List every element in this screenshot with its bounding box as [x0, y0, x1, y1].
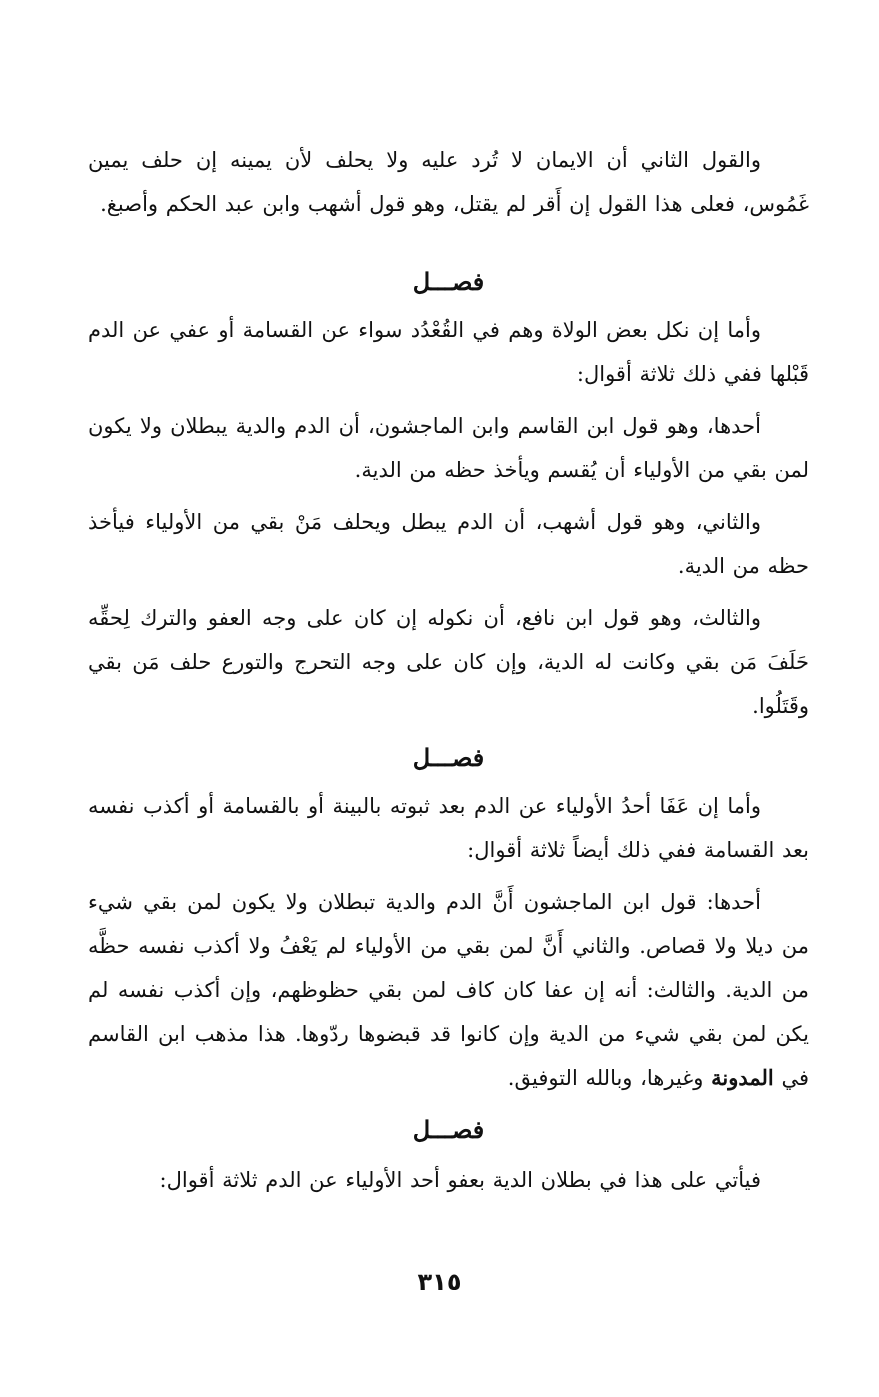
section-heading-2: فصـــل	[412, 743, 485, 772]
page-body	[88, 138, 809, 1210]
section-heading-3: فصـــل	[412, 1115, 485, 1144]
paragraph-three-opinions-text: أحدها: قول ابن الماجشون أَنَّ الدم والدية تبطلان ولا يكون لمن بقي شيء من ديلا ولا قصاص. والثاني أَنَّ لمن بقي من الأولياء لم يَعْفُ ولا أكذب نفسه حظَّه من الدية. والثالث: أنه إن عفا كان كاف لمن بقي حظوظهم، وإن أكذب نفسه لم يكن لمن بقي شيء من الدية وإن كانوا قد قبضوها ردّوها. هذا مذهب ابن القاسم في	[88, 890, 809, 1090]
paragraph-three-opinions	[88, 880, 809, 1100]
paragraph-refusal-intro: وأما إن نكل بعض الولاة وهم في القُعْدُد سواء عن القسامة أو عفي عن الدم قَبْلها ففي ذلك ثلاثة أقوال:	[88, 318, 809, 386]
paragraph-pardon-intro: وأما إن عَفَا أحدُ الأولياء عن الدم بعد ثبوته بالبينة أو بالقسامة أو أكذب نفسه بعد القسامة ففي ذلك أيضاً ثلاثة أقوال:	[88, 794, 809, 862]
paragraph-three-opinions-ending: وغيرها، وبالله التوفيق.	[507, 1066, 704, 1090]
paragraph-second-opinion-ashhab: والثاني، وهو قول أشهب، أن الدم يبطل ويحلف مَنْ بقي من الأولياء فيأخذ حظه من الدية.	[88, 510, 809, 578]
section-heading-1: فصـــل	[412, 267, 485, 296]
paragraph-second-opinion: والقول الثاني أن الايمان لا تُرد عليه ولا يحلف لأن يمينه إن حلف يمين غَمُوس، فعلى هذا القول إن أَقر لم يقتل، وهو قول أشهب وابن عبد الحكم وأصبغ.	[88, 148, 809, 216]
paragraph-first-opinion: أحدها، وهو قول ابن القاسم وابن الماجشون، أن الدم والدية يبطلان ولا يكون لمن بقي من الأولياء أن يُقسم ويأخذ حظه من الدية.	[88, 414, 809, 482]
paragraph-third-opinion: والثالث، وهو قول ابن نافع، أن نكوله إن كان على وجه العفو والترك لِحقِّه حَلَفَ مَن بقي وكانت له الدية، وإن كان على وجه التحرج والتورع حلف مَن بقي وقَتَلُوا.	[88, 606, 809, 718]
page-number: ٣١٥	[417, 1268, 462, 1296]
paragraph-conclusion: فيأتي على هذا في بطلان الدية بعفو أحد الأولياء عن الدم ثلاثة أقوال:	[159, 1168, 761, 1192]
mudawwana-title: المدونة	[711, 1065, 774, 1090]
